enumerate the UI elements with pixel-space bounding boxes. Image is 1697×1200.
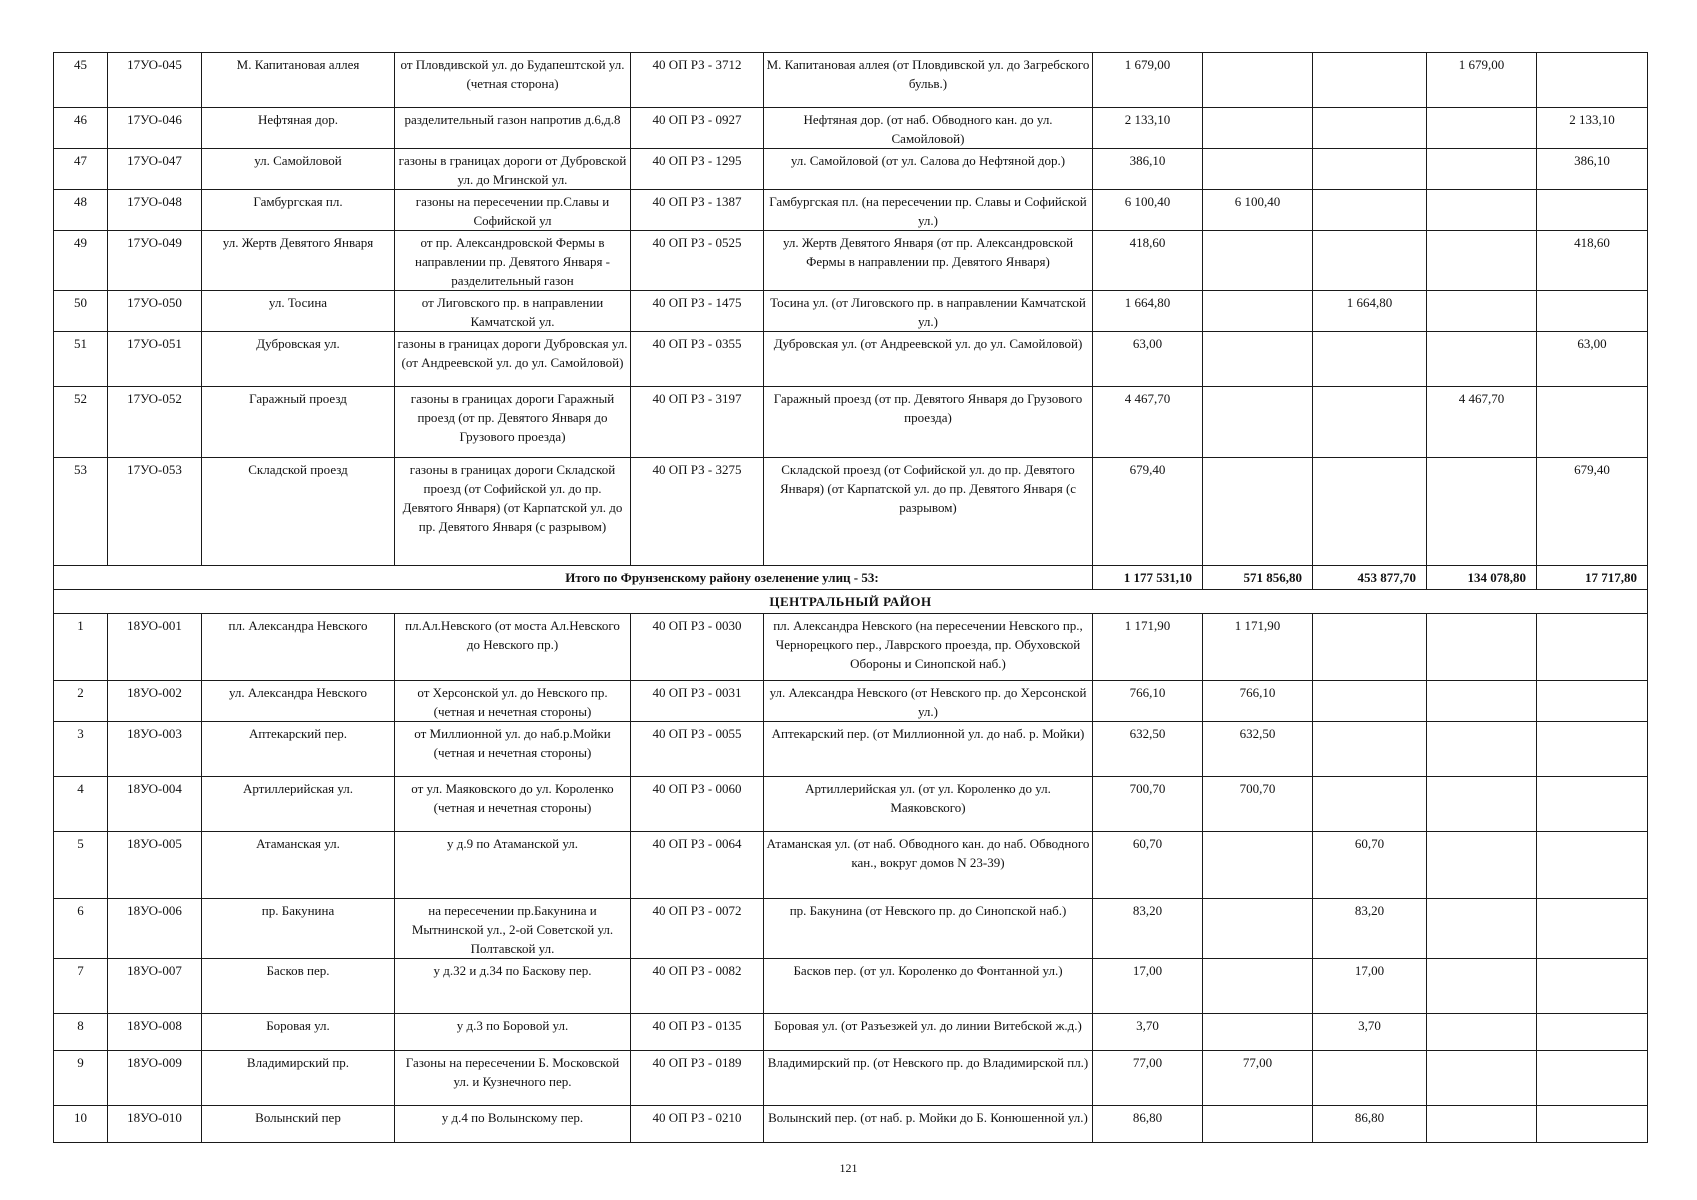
area-total: 632,50 xyxy=(1093,722,1203,777)
table-row xyxy=(54,777,1648,832)
street-name: пл. Александра Невского xyxy=(202,614,395,681)
table-row xyxy=(54,1051,1648,1106)
street-name: Гамбургская пл. xyxy=(202,190,395,231)
area-col1: 766,10 xyxy=(1203,681,1313,722)
area-col3: 4 467,70 xyxy=(1427,387,1537,458)
section-description: у д.32 и д.34 по Баскову пер. xyxy=(395,959,631,1014)
area-total: 83,20 xyxy=(1093,899,1203,959)
section-description: от Лиговского пр. в направлении Камчатской ул. xyxy=(395,291,631,332)
street-name: Складской проезд xyxy=(202,458,395,566)
area-col1: 632,50 xyxy=(1203,722,1313,777)
area-col2 xyxy=(1313,681,1427,722)
area-col2 xyxy=(1313,614,1427,681)
section-description: у д.9 по Атаманской ул. xyxy=(395,832,631,899)
object-code: 17УО-050 xyxy=(108,291,202,332)
area-total: 63,00 xyxy=(1093,332,1203,387)
area-col3 xyxy=(1427,681,1537,722)
section-description: газоны на пересечении пр.Славы и Софийской ул xyxy=(395,190,631,231)
road-name: Басков пер. (от ул. Короленко до Фонтанной ул.) xyxy=(764,959,1093,1014)
district-header-row xyxy=(54,590,1648,614)
area-col4 xyxy=(1537,681,1648,722)
area-col1 xyxy=(1203,291,1313,332)
area-col3 xyxy=(1427,332,1537,387)
object-code: 18УО-009 xyxy=(108,1051,202,1106)
row-number: 4 xyxy=(54,777,108,832)
area-col3 xyxy=(1427,1051,1537,1106)
area-col3 xyxy=(1427,1014,1537,1051)
street-name: Гаражный проезд xyxy=(202,387,395,458)
street-name: ул. Самойловой xyxy=(202,149,395,190)
road-name: Владимирский пр. (от Невского пр. до Владимирской пл.) xyxy=(764,1051,1093,1106)
area-col3 xyxy=(1427,959,1537,1014)
area-col3 xyxy=(1427,722,1537,777)
row-number: 2 xyxy=(54,681,108,722)
area-col2 xyxy=(1313,722,1427,777)
area-col3 xyxy=(1427,149,1537,190)
row-number: 3 xyxy=(54,722,108,777)
road-id: 40 ОП РЗ - 0031 xyxy=(631,681,764,722)
table-row xyxy=(54,332,1648,387)
object-code: 18УО-004 xyxy=(108,777,202,832)
road-name: Нефтяная дор. (от наб. Обводного кан. до ул. Самойловой) xyxy=(764,108,1093,149)
district-total-row xyxy=(54,566,1648,590)
area-total: 77,00 xyxy=(1093,1051,1203,1106)
page-number: 121 xyxy=(839,1161,858,1175)
area-col3 xyxy=(1427,231,1537,291)
area-col4 xyxy=(1537,777,1648,832)
row-number: 7 xyxy=(54,959,108,1014)
street-name: Нефтяная дор. xyxy=(202,108,395,149)
table-row xyxy=(54,149,1648,190)
road-name: ул. Александра Невского (от Невского пр. до Херсонской ул.) xyxy=(764,681,1093,722)
road-name: Гамбургская пл. (на пересечении пр. Славы и Софийской ул.) xyxy=(764,190,1093,231)
area-col2 xyxy=(1313,190,1427,231)
central-rows xyxy=(54,614,1648,1143)
row-number: 8 xyxy=(54,1014,108,1051)
area-col2: 83,20 xyxy=(1313,899,1427,959)
road-name: Боровая ул. (от Разъезжей ул. до линии Витебской ж.д.) xyxy=(764,1014,1093,1051)
area-col4 xyxy=(1537,387,1648,458)
area-col1 xyxy=(1203,899,1313,959)
area-col1: 6 100,40 xyxy=(1203,190,1313,231)
street-name: М. Капитановая аллея xyxy=(202,53,395,108)
road-name: М. Капитановая аллея (от Пловдивской ул. до Загребского бульв.) xyxy=(764,53,1093,108)
area-col1: 1 171,90 xyxy=(1203,614,1313,681)
area-col4 xyxy=(1537,1014,1648,1051)
area-total: 679,40 xyxy=(1093,458,1203,566)
object-code: 17УО-049 xyxy=(108,231,202,291)
area-total: 3,70 xyxy=(1093,1014,1203,1051)
area-col4: 386,10 xyxy=(1537,149,1648,190)
object-code: 17УО-047 xyxy=(108,149,202,190)
street-name: Басков пер. xyxy=(202,959,395,1014)
object-code: 17УО-052 xyxy=(108,387,202,458)
district-title: ЦЕНТРАЛЬНЫЙ РАЙОН xyxy=(54,590,1648,614)
area-col3 xyxy=(1427,291,1537,332)
table-row xyxy=(54,108,1648,149)
row-number: 51 xyxy=(54,332,108,387)
row-number: 9 xyxy=(54,1051,108,1106)
area-total: 700,70 xyxy=(1093,777,1203,832)
total-col2: 453 877,70 xyxy=(1313,566,1427,590)
row-number: 45 xyxy=(54,53,108,108)
object-code: 17УО-053 xyxy=(108,458,202,566)
area-col3 xyxy=(1427,777,1537,832)
area-col4 xyxy=(1537,291,1648,332)
section-description: от пр. Александровской Фермы в направлении пр. Девятого Января - разделительный газон xyxy=(395,231,631,291)
road-name: Гаражный проезд (от пр. Девятого Января до Грузового проезда) xyxy=(764,387,1093,458)
area-total: 17,00 xyxy=(1093,959,1203,1014)
registry-table xyxy=(53,52,1648,1143)
total-col1: 571 856,80 xyxy=(1203,566,1313,590)
row-number: 52 xyxy=(54,387,108,458)
table-row xyxy=(54,1014,1648,1051)
table-row xyxy=(54,722,1648,777)
road-name: ул. Самойловой (от ул. Салова до Нефтяной дор.) xyxy=(764,149,1093,190)
object-code: 18УО-005 xyxy=(108,832,202,899)
table-row xyxy=(54,1106,1648,1143)
section-description: от Пловдивской ул. до Будапештской ул. (четная сторона) xyxy=(395,53,631,108)
road-name: Складской проезд (от Софийской ул. до пр. Девятого Января) (от Карпатской ул. до пр. Девятого Января (с разрывом) xyxy=(764,458,1093,566)
area-col1 xyxy=(1203,458,1313,566)
road-name: Тосина ул. (от Лиговского пр. в направлении Камчатской ул.) xyxy=(764,291,1093,332)
section-description: газоны в границах дороги Гаражный проезд (от пр. Девятого Января до Грузового проезда) xyxy=(395,387,631,458)
row-number: 53 xyxy=(54,458,108,566)
road-id: 40 ОП РЗ - 0135 xyxy=(631,1014,764,1051)
object-code: 18УО-006 xyxy=(108,899,202,959)
area-col3: 1 679,00 xyxy=(1427,53,1537,108)
object-code: 17УО-048 xyxy=(108,190,202,231)
area-col2 xyxy=(1313,149,1427,190)
row-number: 5 xyxy=(54,832,108,899)
area-col3 xyxy=(1427,458,1537,566)
object-code: 18УО-002 xyxy=(108,681,202,722)
section-description: у д.3 по Боровой ул. xyxy=(395,1014,631,1051)
road-id: 40 ОП РЗ - 3275 xyxy=(631,458,764,566)
street-name: Артиллерийская ул. xyxy=(202,777,395,832)
object-code: 18УО-007 xyxy=(108,959,202,1014)
section-description: газоны в границах дороги Дубровская ул. (от Андреевской ул. до ул. Самойловой) xyxy=(395,332,631,387)
area-col3 xyxy=(1427,832,1537,899)
table-row xyxy=(54,959,1648,1014)
area-total: 6 100,40 xyxy=(1093,190,1203,231)
row-number: 10 xyxy=(54,1106,108,1143)
object-code: 18УО-008 xyxy=(108,1014,202,1051)
table-row xyxy=(54,899,1648,959)
street-name: пр. Бакунина xyxy=(202,899,395,959)
total-col3: 134 078,80 xyxy=(1427,566,1537,590)
area-col4 xyxy=(1537,722,1648,777)
section-description: пл.Ал.Невского (от моста Ал.Невского до Невского пр.) xyxy=(395,614,631,681)
road-id: 40 ОП РЗ - 0525 xyxy=(631,231,764,291)
road-id: 40 ОП РЗ - 0030 xyxy=(631,614,764,681)
section-description: у д.4 по Волынскому пер. xyxy=(395,1106,631,1143)
area-col4: 63,00 xyxy=(1537,332,1648,387)
area-total: 2 133,10 xyxy=(1093,108,1203,149)
road-id: 40 ОП РЗ - 1295 xyxy=(631,149,764,190)
road-id: 40 ОП РЗ - 1387 xyxy=(631,190,764,231)
road-id: 40 ОП РЗ - 0072 xyxy=(631,899,764,959)
area-col1 xyxy=(1203,332,1313,387)
road-id: 40 ОП РЗ - 3712 xyxy=(631,53,764,108)
road-id: 40 ОП РЗ - 0060 xyxy=(631,777,764,832)
street-name: Аптекарский пер. xyxy=(202,722,395,777)
total-label: Итого по Фрунзенскому району озеленение улиц - 53: xyxy=(54,566,1093,590)
road-name: Аптекарский пер. (от Миллионной ул. до наб. р. Мойки) xyxy=(764,722,1093,777)
road-id: 40 ОП РЗ - 1475 xyxy=(631,291,764,332)
road-name: Атаманская ул. (от наб. Обводного кан. до наб. Обводного кан., вокруг домов N 23-39) xyxy=(764,832,1093,899)
area-col1 xyxy=(1203,959,1313,1014)
table-row xyxy=(54,614,1648,681)
area-col1 xyxy=(1203,108,1313,149)
area-col4: 418,60 xyxy=(1537,231,1648,291)
street-name: Атаманская ул. xyxy=(202,832,395,899)
area-col4 xyxy=(1537,832,1648,899)
area-col2: 17,00 xyxy=(1313,959,1427,1014)
area-col1 xyxy=(1203,387,1313,458)
area-col4 xyxy=(1537,1051,1648,1106)
road-id: 40 ОП РЗ - 3197 xyxy=(631,387,764,458)
road-id: 40 ОП РЗ - 0064 xyxy=(631,832,764,899)
row-number: 1 xyxy=(54,614,108,681)
area-col4 xyxy=(1537,899,1648,959)
table-row xyxy=(54,291,1648,332)
row-number: 49 xyxy=(54,231,108,291)
road-name: пр. Бакунина (от Невского пр. до Синопской наб.) xyxy=(764,899,1093,959)
road-name: Дубровская ул. (от Андреевской ул. до ул. Самойловой) xyxy=(764,332,1093,387)
road-id: 40 ОП РЗ - 0210 xyxy=(631,1106,764,1143)
area-col2 xyxy=(1313,108,1427,149)
area-col2 xyxy=(1313,53,1427,108)
row-number: 47 xyxy=(54,149,108,190)
table-row xyxy=(54,53,1648,108)
area-col4 xyxy=(1537,53,1648,108)
section-description: разделительный газон напротив д.6,д.8 xyxy=(395,108,631,149)
area-col2 xyxy=(1313,1051,1427,1106)
area-col3 xyxy=(1427,899,1537,959)
table-row xyxy=(54,832,1648,899)
section-description: газоны в границах дороги от Дубровской ул. до Мгинской ул. xyxy=(395,149,631,190)
road-name: ул. Жертв Девятого Января (от пр. Александровской Фермы в направлении пр. Девятого Января) xyxy=(764,231,1093,291)
area-col1 xyxy=(1203,1014,1313,1051)
area-col4: 2 133,10 xyxy=(1537,108,1648,149)
area-total: 418,60 xyxy=(1093,231,1203,291)
section-description: на пересечении пр.Бакунина и Мытнинской ул., 2-ой Советской ул. Полтавской ул. xyxy=(395,899,631,959)
road-name: пл. Александра Невского (на пересечении Невского пр., Чернорецкого пер., Лаврского проезда, пр. Обуховской Обороны и Синопской наб.) xyxy=(764,614,1093,681)
object-code: 17УО-046 xyxy=(108,108,202,149)
frunzensky-rows xyxy=(54,53,1648,566)
street-name: Волынский пер xyxy=(202,1106,395,1143)
road-id: 40 ОП РЗ - 0082 xyxy=(631,959,764,1014)
table-row xyxy=(54,190,1648,231)
section-description: от Херсонской ул. до Невского пр. (четная и нечетная стороны) xyxy=(395,681,631,722)
area-col1 xyxy=(1203,832,1313,899)
area-col3 xyxy=(1427,614,1537,681)
road-name: Артиллерийская ул. (от ул. Короленко до ул. Маяковского) xyxy=(764,777,1093,832)
area-total: 1 664,80 xyxy=(1093,291,1203,332)
total-all: 1 177 531,10 xyxy=(1093,566,1203,590)
street-name: ул. Жертв Девятого Января xyxy=(202,231,395,291)
object-code: 18УО-001 xyxy=(108,614,202,681)
area-col1 xyxy=(1203,231,1313,291)
row-number: 50 xyxy=(54,291,108,332)
area-col4 xyxy=(1537,1106,1648,1143)
object-code: 18УО-010 xyxy=(108,1106,202,1143)
area-col1: 700,70 xyxy=(1203,777,1313,832)
street-name: Боровая ул. xyxy=(202,1014,395,1051)
total-col4: 17 717,80 xyxy=(1537,566,1648,590)
street-name: ул. Александра Невского xyxy=(202,681,395,722)
section-description: от ул. Маяковского до ул. Короленко (четная и нечетная стороны) xyxy=(395,777,631,832)
area-total: 60,70 xyxy=(1093,832,1203,899)
road-name: Волынский пер. (от наб. р. Мойки до Б. Конюшенной ул.) xyxy=(764,1106,1093,1143)
area-col3 xyxy=(1427,108,1537,149)
area-total: 86,80 xyxy=(1093,1106,1203,1143)
area-col3 xyxy=(1427,190,1537,231)
area-total: 4 467,70 xyxy=(1093,387,1203,458)
section-description: газоны в границах дороги Складской проезд (от Софийской ул. до пр. Девятого Января) (от Карпатской ул. до пр. Девятого Января (с разрывом) xyxy=(395,458,631,566)
table-row xyxy=(54,387,1648,458)
object-code: 17УО-051 xyxy=(108,332,202,387)
section-description: от Миллионной ул. до наб.р.Мойки (четная и нечетная стороны) xyxy=(395,722,631,777)
area-total: 1 171,90 xyxy=(1093,614,1203,681)
area-col2: 3,70 xyxy=(1313,1014,1427,1051)
table-row xyxy=(54,458,1648,566)
area-total: 1 679,00 xyxy=(1093,53,1203,108)
area-col2 xyxy=(1313,777,1427,832)
street-name: Владимирский пр. xyxy=(202,1051,395,1106)
area-col4 xyxy=(1537,190,1648,231)
road-id: 40 ОП РЗ - 0927 xyxy=(631,108,764,149)
row-number: 46 xyxy=(54,108,108,149)
table-row xyxy=(54,681,1648,722)
area-col2: 1 664,80 xyxy=(1313,291,1427,332)
area-col1: 77,00 xyxy=(1203,1051,1313,1106)
area-col1 xyxy=(1203,1106,1313,1143)
road-id: 40 ОП РЗ - 0189 xyxy=(631,1051,764,1106)
street-name: ул. Тосина xyxy=(202,291,395,332)
area-col1 xyxy=(1203,149,1313,190)
area-total: 386,10 xyxy=(1093,149,1203,190)
table-row xyxy=(54,231,1648,291)
street-name: Дубровская ул. xyxy=(202,332,395,387)
area-col2: 86,80 xyxy=(1313,1106,1427,1143)
area-col4 xyxy=(1537,614,1648,681)
area-col4 xyxy=(1537,959,1648,1014)
area-col3 xyxy=(1427,1106,1537,1143)
area-col4: 679,40 xyxy=(1537,458,1648,566)
object-code: 18УО-003 xyxy=(108,722,202,777)
area-col2 xyxy=(1313,332,1427,387)
road-id: 40 ОП РЗ - 0055 xyxy=(631,722,764,777)
area-total: 766,10 xyxy=(1093,681,1203,722)
object-code: 17УО-045 xyxy=(108,53,202,108)
area-col2 xyxy=(1313,387,1427,458)
section-description: Газоны на пересечении Б. Московской ул. и Кузнечного пер. xyxy=(395,1051,631,1106)
area-col1 xyxy=(1203,53,1313,108)
area-col2 xyxy=(1313,231,1427,291)
area-col2: 60,70 xyxy=(1313,832,1427,899)
row-number: 48 xyxy=(54,190,108,231)
row-number: 6 xyxy=(54,899,108,959)
area-col2 xyxy=(1313,458,1427,566)
road-id: 40 ОП РЗ - 0355 xyxy=(631,332,764,387)
